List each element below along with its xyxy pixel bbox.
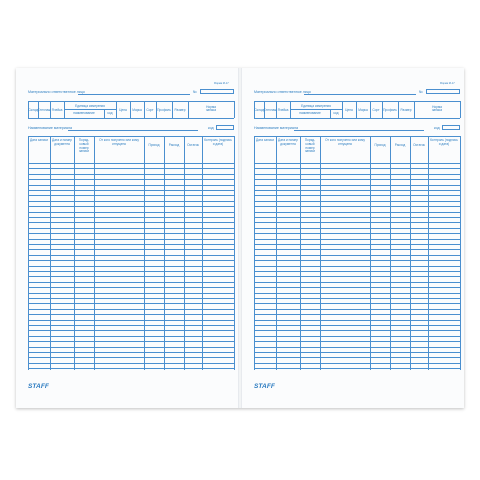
ledger-row-line [254,266,460,267]
ledger-col-label: Остаток [187,143,199,147]
header-col-line [398,101,399,118]
header-col-label: Норма запаса [205,104,217,113]
ledger-row-line [28,174,234,175]
header-col-label: Размер [400,107,412,112]
ledger-row-line [254,195,460,196]
ledger-row-line [254,347,460,348]
ledger-row-line [254,212,460,213]
ledger-col-line [28,136,29,370]
ledger-row-line [254,174,460,175]
responsible-label: Материально ответственное лицо [254,90,311,94]
material-underline [68,130,198,131]
ledger-row-line [254,201,460,202]
form-label: Форма М-17 [440,82,455,85]
header-col-label: Ячейка [51,107,63,112]
header-col-label: Цена [119,107,127,112]
ledger-row-line [28,260,234,261]
material-label: Наименование материала [28,126,73,130]
ledger-col-line [460,136,461,370]
material-label: Наименование материала [254,126,299,130]
header-col-line [130,101,131,118]
code-field-box [442,125,460,130]
ledger-col-label: Расход [394,143,406,147]
ledger-row-line [254,314,460,315]
ledger-row-line [28,357,234,358]
ledger-row-line [254,293,460,294]
ledger-row-line [254,330,460,331]
unit-group-label: Единица измерения [75,104,105,108]
ledger-row-line [28,314,234,315]
ledger-row-line [254,287,460,288]
header-col-label: Ячейка [277,107,289,112]
header-col-label: Склад [254,107,264,112]
ledger-row-line [28,336,234,337]
ledger-row-line [254,341,460,342]
header-col-label: Стеллаж [263,107,277,112]
header-col-line [460,101,461,118]
header-col-line [356,101,357,118]
ledger-row-line [28,276,234,277]
ledger-top [254,136,460,137]
ledger-col-label: Расход [168,143,180,147]
header-col-line [234,101,235,118]
header-col-label: Норма запаса [431,104,443,113]
ledger-col-line [234,136,235,370]
ledger-col-label: Остаток [413,143,425,147]
ledger-col-line [184,136,185,370]
ledger-row-line [254,271,460,272]
ledger-row-line [254,185,460,186]
ledger-col-label: Приход [148,143,160,147]
ledger-row-line [254,352,460,353]
number-label: № [193,90,197,94]
ledger-row-line [28,190,234,191]
ledger-row-line [254,276,460,277]
responsible-underline [304,94,416,95]
ledger-col-line [276,136,277,370]
ledger-row-line [28,287,234,288]
ledger-row-line [254,244,460,245]
ledger-row-line [254,222,460,223]
header-col-label: код [333,111,339,115]
unit-group-divider [64,109,116,110]
ledger-row-line [28,363,234,364]
ledger-row-line [28,303,234,304]
ledger-row-line [254,325,460,326]
ledger-row-line [28,217,234,218]
ledger-header-bottom [28,163,234,164]
unit-group-label: Единица измерения [301,104,331,108]
number-field-box [200,89,234,94]
staff-logo: STAFF [28,383,49,390]
ledger-col-label: Дата записи [255,138,275,142]
ledger-col-label: Поряд-ковый номер записи [78,138,90,154]
ledger-header-bottom [254,163,460,164]
header-col-line [414,101,415,118]
header-col-line [116,101,117,118]
ledger-row-line [28,325,234,326]
ledger-col-line [254,136,255,370]
ledger-row-line [28,185,234,186]
ledger-row-line [28,271,234,272]
ledger-col-line [390,136,391,370]
ledger-row-line [28,330,234,331]
ledger-row-line [254,303,460,304]
ledger-row-line [28,341,234,342]
header-col-label: Профиль [383,107,397,112]
ledger-row-line [254,363,460,364]
ledger-col-line [50,136,51,370]
ledger-col-label: Контроль (подпись и дата) [430,138,458,146]
responsible-label: Материально ответственное лицо [28,90,85,94]
header-col-line [330,109,331,118]
header-col-line [188,101,189,118]
header-col-label: Марка [132,107,142,112]
ledger-col-label: Поряд-ковый номер записи [304,138,316,154]
ledger-col-line [202,136,203,370]
number-field-box [426,89,460,94]
code-field-box [216,125,234,130]
ledger-col-line [370,136,371,370]
ledger-row-line [28,347,234,348]
header-col-label: Марка [358,107,368,112]
ledger-row-line [254,336,460,337]
ledger-row-line [254,320,460,321]
ledger-row-line [254,255,460,256]
header-col-line [290,101,291,118]
ledger-row-line [28,266,234,267]
responsible-underline [78,94,190,95]
form-label: Форма М-17 [214,82,229,85]
ledger-col-label: От кого получено или кому отпущено [325,138,365,146]
ledger-row-line [254,298,460,299]
ledger-row-line [28,201,234,202]
ledger-row-line [254,190,460,191]
ledger-col-label: Дата и номер документа [278,138,298,146]
ledger-row-line [254,357,460,358]
ledger-row-line [254,368,460,369]
unit-group-divider [290,109,342,110]
ledger-row-line [28,233,234,234]
ledger-col-label: Дата записи [29,138,49,142]
ledger-row-line [28,195,234,196]
ledger-row-line [28,179,234,180]
ledger-col-label: Контроль (подпись и дата) [204,138,232,146]
ledger-row-line [28,298,234,299]
ledger-col-label: Дата и номер документа [52,138,72,146]
ledger-col-line [94,136,95,370]
ledger-row-line [254,309,460,310]
header-col-label: Сорт [372,107,380,112]
header-col-label: наименование [299,111,321,115]
header-col-label: Стеллаж [37,107,51,112]
ledger-row-line [28,244,234,245]
ledger-row-line [254,260,460,261]
ledger-col-line [74,136,75,370]
ledger-row-line [254,206,460,207]
ledger-row-line [28,222,234,223]
ledger-col-line [320,136,321,370]
header-col-line [172,101,173,118]
code-label: код [434,126,440,130]
ledger-row-line [254,217,460,218]
ledger-row-line [254,282,460,283]
ledger-row-line [28,228,234,229]
ledger-row-line [28,239,234,240]
ledger-row-line [28,309,234,310]
header-table-top [28,101,234,102]
ledger-row-line [254,239,460,240]
header-col-line [342,101,343,118]
right-page [242,68,464,408]
header-col-label: код [107,111,113,115]
number-label: № [419,90,423,94]
header-col-label: Склад [28,107,38,112]
material-underline [294,130,424,131]
ledger-row-line [254,233,460,234]
ledger-col-line [144,136,145,370]
ledger-col-label: От кого получено или кому отпущено [99,138,139,146]
ledger-col-line [300,136,301,370]
staff-logo: STAFF [254,383,275,390]
ledger-row-line [254,179,460,180]
ledger-row-line [28,282,234,283]
ledger-top [28,136,234,137]
header-col-line [144,101,145,118]
ledger-col-label: Приход [374,143,386,147]
ledger-row-line [28,293,234,294]
ledger-row-line [254,249,460,250]
ledger-col-line [164,136,165,370]
ledger-row-line [28,255,234,256]
header-col-line [370,101,371,118]
notebook-spread [16,68,464,408]
header-table-top [254,101,460,102]
header-col-line [104,109,105,118]
header-col-label: наименование [73,111,95,115]
header-table-bottom [254,118,460,119]
header-col-label: Сорт [146,107,154,112]
code-label: код [208,126,214,130]
ledger-col-line [428,136,429,370]
ledger-row-line [254,168,460,169]
ledger-row-line [28,249,234,250]
header-col-label: Цена [345,107,353,112]
header-col-label: Профиль [157,107,171,112]
ledger-row-line [28,352,234,353]
ledger-row-line [254,228,460,229]
header-col-label: Размер [174,107,186,112]
left-page [16,68,238,408]
ledger-row-line [28,320,234,321]
header-table-bottom [28,118,234,119]
header-col-line [64,101,65,118]
ledger-row-line [28,168,234,169]
ledger-col-line [410,136,411,370]
ledger-row-line [28,206,234,207]
ledger-row-line [28,368,234,369]
ledger-row-line [28,212,234,213]
